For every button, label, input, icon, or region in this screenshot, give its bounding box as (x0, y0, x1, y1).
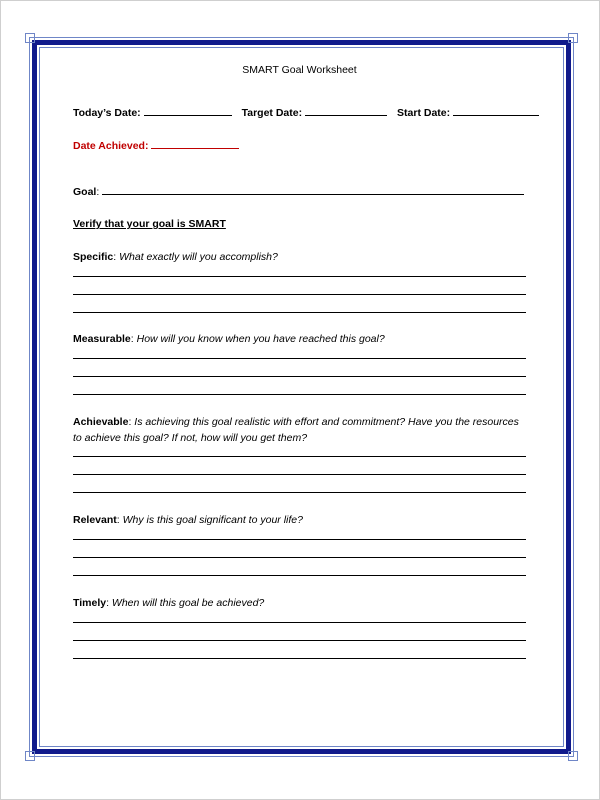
goal-label: Goal (73, 186, 97, 198)
relevant-answer-line-3[interactable] (73, 575, 526, 576)
measurable-answer-line-1[interactable] (73, 358, 526, 359)
achievable-prompt: Achievable: Is achieving this goal realistic with effort and commitment? Have you the resources to achieve this goal? If not, how will you get them? (73, 416, 519, 444)
relevant-answer-line-2[interactable] (73, 557, 526, 558)
verify-heading: Verify that your goal is SMART (73, 218, 226, 230)
specific-answer-line-3[interactable] (73, 312, 526, 313)
specific-label: Specific (73, 251, 114, 263)
timely-answer-line-1[interactable] (73, 622, 526, 623)
measurable-prompt: Measurable: How will you know when you have reached this goal? (73, 333, 385, 345)
goal-field[interactable]: Goal: (73, 184, 526, 199)
corner-ornament-top-right (568, 33, 578, 43)
todays-date-label: Today’s Date: (73, 107, 141, 119)
timely-answer-line-3[interactable] (73, 658, 526, 659)
timely-label: Timely (73, 597, 107, 609)
start-date-field[interactable] (397, 105, 539, 120)
relevant-question: Why is this goal significant to your life? (122, 514, 303, 526)
relevant-prompt: Relevant: Why is this goal significant to your life? (73, 514, 303, 526)
measurable-question: How will you know when you have reached this goal? (136, 333, 385, 345)
target-date-label: Target Date: (241, 107, 303, 119)
todays-date-field[interactable] (73, 105, 232, 120)
corner-ornament-top-left (25, 33, 35, 43)
specific-answer-line-1[interactable] (73, 276, 526, 277)
timely-question: When will this goal be achieved? (111, 597, 265, 609)
target-date-blank[interactable] (305, 105, 387, 116)
achievable-question: Is achieving this goal realistic with effort and commitment? Have you the resources to achieve this goal? If not, how will you get them? (73, 416, 519, 444)
timely-prompt: Timely: When will this goal be achieved? (73, 597, 265, 609)
date-achieved-field[interactable] (73, 138, 526, 153)
measurable-label: Measurable (73, 333, 131, 345)
todays-date-blank[interactable] (144, 105, 232, 116)
measurable-answer-line-2[interactable] (73, 376, 526, 377)
start-date-blank[interactable] (453, 105, 539, 116)
timely-answer-line-2[interactable] (73, 640, 526, 641)
corner-ornament-bottom-left (25, 751, 35, 761)
specific-answer-line-2[interactable] (73, 294, 526, 295)
relevant-label: Relevant (73, 514, 117, 526)
start-date-label: Start Date: (397, 107, 451, 119)
date-achieved-blank[interactable] (151, 138, 239, 149)
relevant-answer-line-1[interactable] (73, 539, 526, 540)
measurable-answer-line-3[interactable] (73, 394, 526, 395)
achievable-answer-line-2[interactable] (73, 474, 526, 475)
corner-ornament-bottom-right (568, 751, 578, 761)
specific-question: What exactly will you accomplish? (119, 251, 278, 263)
page-title: SMART Goal Worksheet (242, 64, 357, 76)
date-achieved-label: Date Achieved: (73, 140, 149, 152)
date-row (73, 105, 526, 120)
achievable-label: Achievable (73, 416, 129, 428)
specific-prompt: Specific: What exactly will you accomplish? (73, 251, 278, 263)
achievable-answer-line-3[interactable] (73, 492, 526, 493)
target-date-field[interactable] (242, 105, 387, 120)
achievable-answer-line-1[interactable] (73, 456, 526, 457)
goal-blank[interactable] (102, 184, 524, 195)
